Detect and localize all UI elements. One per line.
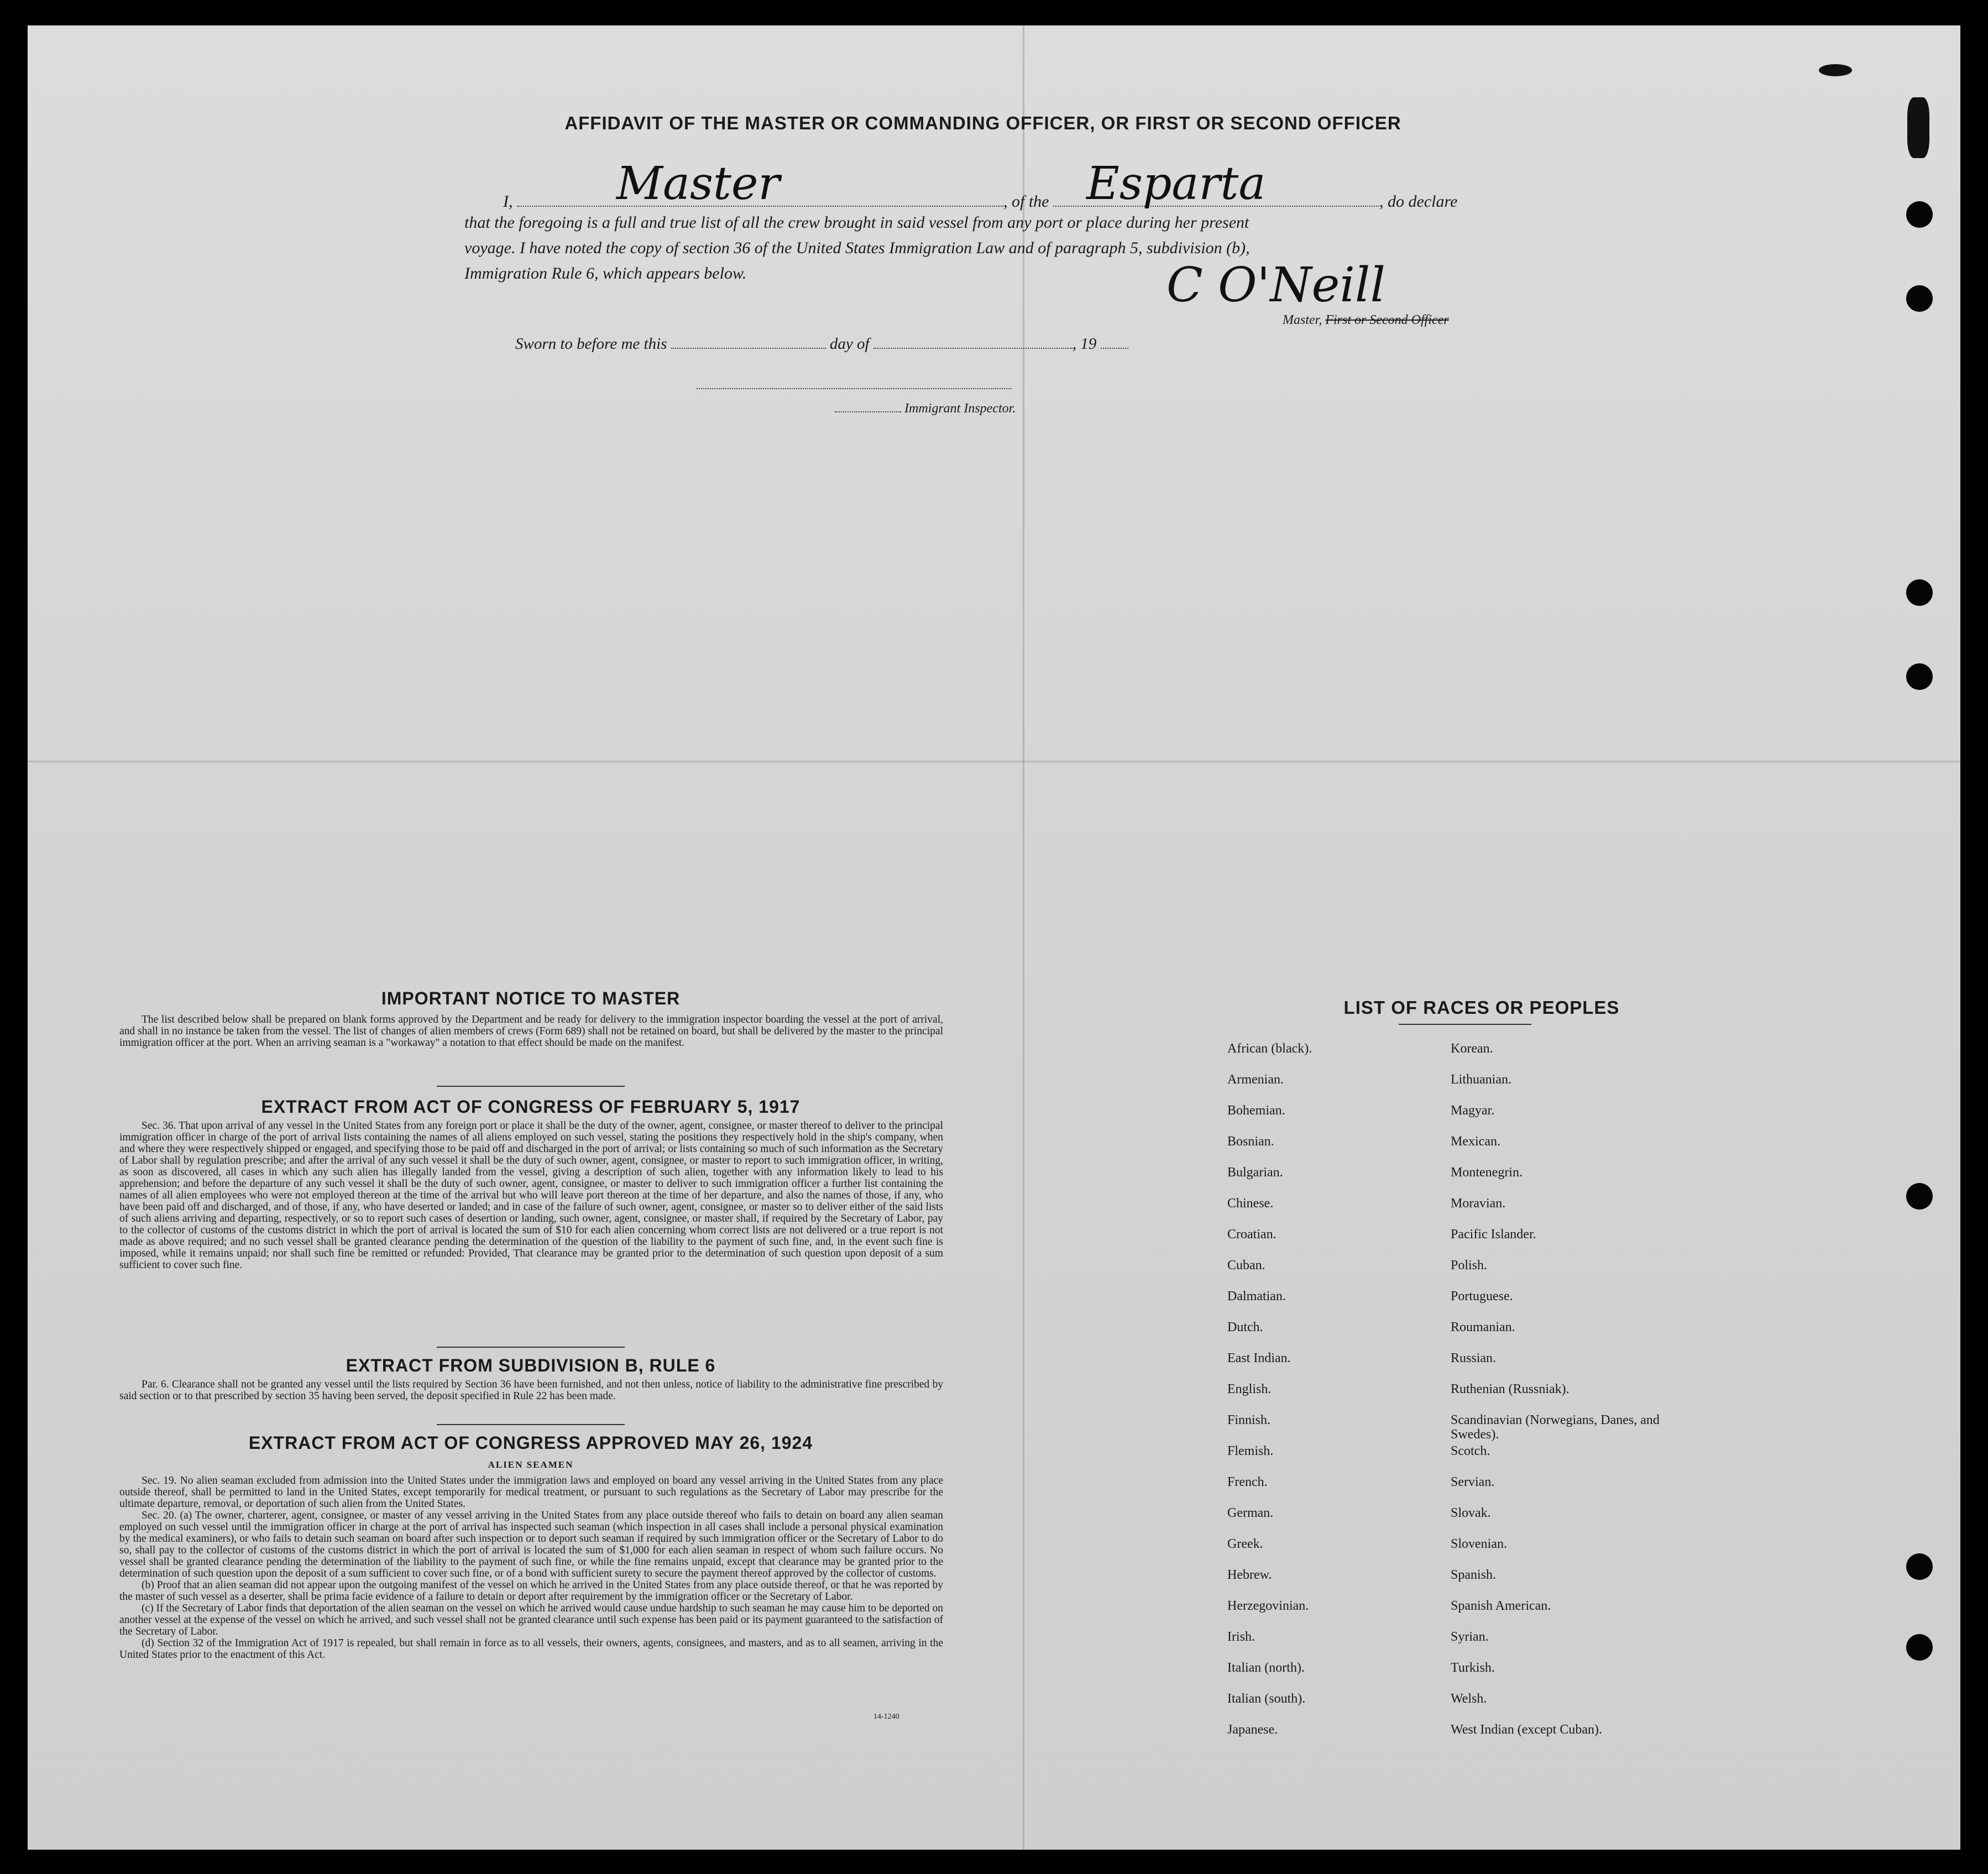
extract-1917-paragraph: Sec. 36. That upon arrival of any vessel in the United States from any foreign port or place it shall be the duty of the owner, agent, consignee, or master thereof to deliver to the principal immigration officer in charge of the port of arrival lists containing the names of all aliens employed on such vessel, stating the positions they respectively hold in the ship's company, when and where they were respectively shipped or engaged, and specifying those to be paid off and discharged in the port of arrival; or lists containing so much of such information as the Secretary of Labor shall by regulation prescribe; and after the arrival of any such vessel it shall be the duty of such owner, agent, consignee, or master to report to such immigration officer, in writing, as soon as discovered, all cases in which any such alien has illegally landed from the vessel, giving a description of such alien, together with any information likely to lead to his apprehension; and before the departure of any such vessel it shall be the duty of such owner, agent, consignee, or master to deliver to such immigration officer a further list containing the names of all alien employees who were not employed thereon at the time of the arrival but who will leave port thereon at the time of her departure, and also the names of those, if any, who have been paid off and discharged, and of those, if any, who have deserted or landed; and in case of the failure of such owner, agent, consignee, or master so to deliver either of the said lists of such aliens arriving and departing, respectively, or so to report such cases of desertion or landing, such owner, agent, consignee, or master shall, if required by the Secretary of Labor, pay to the collector of customs of the customs district in which the port of arrival is located the sum of $10 for each alien concerning whom correct lists are not delivered or a true report is not made as above required; and no such vessel shall be granted clearance pending the determination of the question of the liability to the payment of such fine, and, in the event such fine is imposed, while it remains unpaid; nor shall such fine be remitted or refunded: Provided, That clearance may be granted prior to the determination of such question upon deposit of a sum sufficient to cover such fine.	[119, 1120, 943, 1271]
ink-smudge	[1819, 64, 1852, 76]
inspector-caption: Immigrant Inspector.	[904, 401, 1016, 416]
signature-caption	[1283, 313, 1449, 328]
fold-line-horizontal	[28, 761, 1960, 762]
notice-text	[119, 1014, 943, 1049]
notice-paragraph: The list described below shall be prepared on blank forms approved by the Department and be ready for delivery to the immigration inspector boarding the vessel at the port of arrival, and shall in no instance be taken from the vessel. The list of changes of alien members of crews (Form 689) shall not be retained on board, but shall be delivered by the master to the principal immigration officer at the port. When an arriving seaman is a "workaway" a notation to that effect should be made on the manifest.	[119, 1014, 943, 1049]
form-number: 14-1240	[873, 1713, 899, 1721]
race-item: Slovenian.	[1451, 1537, 1507, 1551]
race-item: Roumanian.	[1451, 1320, 1515, 1334]
punch-hole	[1906, 201, 1933, 228]
of-the-label: , of the	[1003, 192, 1049, 211]
sworn-month-field	[873, 337, 1073, 349]
race-item: Pacific Islander.	[1451, 1227, 1536, 1242]
race-item: Dalmatian.	[1227, 1289, 1286, 1304]
sworn-day-field	[671, 337, 826, 349]
signature-handwritten: C O'Neill	[1166, 258, 1385, 313]
declaration-body-line1: that the foregoing is a full and true list of all the crew brought in said vessel from any port or place during her present	[464, 213, 1249, 232]
race-item: Herzegovinian.	[1227, 1599, 1309, 1613]
race-item: Bosnian.	[1227, 1134, 1274, 1149]
sworn-year-field	[1101, 337, 1128, 349]
punch-hole	[1906, 579, 1933, 606]
races-left-column	[1227, 1041, 1415, 1753]
punch-hole	[1906, 1553, 1933, 1580]
race-item: Welsh.	[1451, 1692, 1487, 1706]
do-declare-label: , do declare	[1379, 192, 1458, 211]
alien-seamen-subtitle: ALIEN SEAMEN	[488, 1459, 574, 1470]
race-item: Mexican.	[1451, 1134, 1500, 1149]
race-item: Cuban.	[1227, 1258, 1265, 1273]
vessel-field	[1053, 158, 1379, 210]
year-prefix: , 19	[1072, 335, 1097, 353]
race-item: Italian (north).	[1227, 1661, 1305, 1675]
race-item: Hebrew.	[1227, 1568, 1272, 1582]
race-item: Servian.	[1451, 1475, 1495, 1489]
sworn-label: Sworn to before me this	[515, 335, 667, 353]
race-item: Chinese.	[1227, 1196, 1274, 1211]
inspector-caption-line	[835, 401, 1016, 416]
inspector-signature-line	[697, 388, 1012, 389]
race-item: Flemish.	[1227, 1444, 1274, 1458]
race-item: Irish.	[1227, 1630, 1255, 1644]
subdivision-b-text	[119, 1379, 943, 1402]
race-item: Russian.	[1451, 1351, 1497, 1365]
signature-caption-struck: First or Second Officer	[1325, 313, 1449, 327]
declaration-body-line2: voyage. I have noted the copy of section 36 of the United States Immigration Law and of paragraph 5, subdivision (b),	[464, 239, 1250, 257]
rank-handwritten: Master	[616, 158, 780, 210]
divider	[437, 1424, 625, 1425]
race-item: Scandinavian (Norwegians, Danes, and Swedes).	[1451, 1413, 1660, 1442]
rank-field	[517, 158, 1003, 210]
race-item: Spanish.	[1451, 1568, 1497, 1582]
subdivision-b-title: EXTRACT FROM SUBDIVISION B, RULE 6	[346, 1355, 716, 1375]
race-item: East Indian.	[1227, 1351, 1291, 1365]
vessel-handwritten: Esparta	[1086, 158, 1266, 210]
race-item: Syrian.	[1451, 1630, 1489, 1644]
race-item: Spanish American.	[1451, 1599, 1551, 1613]
signature-caption-master: Master,	[1283, 313, 1322, 327]
race-item: Italian (south).	[1227, 1692, 1306, 1706]
race-item: Portuguese.	[1451, 1289, 1513, 1304]
race-item: Turkish.	[1451, 1661, 1495, 1675]
inspector-caption-dots	[835, 404, 901, 412]
divider	[437, 1086, 625, 1087]
extract-1917-text	[119, 1120, 943, 1271]
punch-hole	[1906, 285, 1933, 312]
sec20d-paragraph: (d) Section 32 of the Immigration Act of 1917 is repealed, but shall remain in force as to all vessels, their owners, agents, consignees, and masters, and as to all seamen, arriving in the United States prior to the enactment of this Act.	[119, 1637, 943, 1661]
race-item: English.	[1227, 1382, 1272, 1396]
sec20a-paragraph: Sec. 20. (a) The owner, charterer, agent, consignee, or master of any vessel arriving in the United States from any place outside thereof who fails to detain on board any alien seaman employed on such vessel until the immigration officer in charge at the port of arrival has inspected such seaman (which inspection in all cases shall include a personal physical examination by the medical examiners), or who fails to detain such seaman on board after such inspection or to deport such seaman if required by such immigration officer or the Secretary of Labor to do so, shall pay to the collector of customs of the customs district in which the port of arrival is located the sum of $1,000 for each alien seaman in respect of whom such failure occurs. No vessel shall be granted clearance pending the determination of the liability to the payment of such fine, or while the fine remains unpaid, except that clearance may be granted prior to the determination of such question upon the deposit of a sum sufficient to cover such fine, or of a bond with sufficient surety to secure the payment thereof approved by the collector of customs.	[119, 1510, 943, 1579]
race-item: Moravian.	[1451, 1196, 1506, 1211]
affidavit-title: AFFIDAVIT OF THE MASTER OR COMMANDING OFFICER, OR FIRST OR SECOND OFFICER	[564, 113, 1401, 133]
sec20c-paragraph: (c) If the Secretary of Labor finds that deportation of the alien seaman on the vessel on which he arrived would cause undue hardship to such seaman he may cause him to be deported on another vessel at the expense of the vessel on which he arrived, and such vessel shall not be granted clearance until such expense has been paid or its payment guaranteed to the satisfaction of the Secretary of Labor.	[119, 1603, 943, 1637]
race-item: Scotch.	[1451, 1444, 1490, 1458]
race-item: German.	[1227, 1506, 1274, 1520]
divider	[437, 1347, 625, 1348]
race-item: Croatian.	[1227, 1227, 1276, 1242]
fold-line-vertical	[1023, 25, 1024, 1850]
race-item: African (black).	[1227, 1041, 1312, 1056]
i-label: I,	[503, 192, 513, 211]
notice-title: IMPORTANT NOTICE TO MASTER	[381, 988, 681, 1008]
punch-hole	[1906, 663, 1933, 690]
extract-1917-title: EXTRACT FROM ACT OF CONGRESS OF FEBRUARY 5, 1917	[261, 1097, 801, 1117]
sec19-paragraph: Sec. 19. No alien seaman excluded from admission into the United States under the immigration laws and employed on board any vessel arriving in the United States from any place outside thereof, shall be permitted to land in the United States, except temporarily for medical treatment, or pursuant to such regulations as the Secretary of Labor may prescribe for the ultimate departure, removal, or deportation of such alien from the United States.	[119, 1475, 943, 1510]
sec20b-paragraph: (b) Proof that an alien seaman did not appear upon the outgoing manifest of the vessel on which he arrived in the United States from any place outside thereof, or that he was reported by the master of such vessel as a deserter, shall be prima facie evidence of a failure to detain or deport after requirement by the immigration officer or the Secretary of Labor.	[119, 1579, 943, 1603]
sworn-line	[515, 335, 1128, 353]
subdivision-b-paragraph: Par. 6. Clearance shall not be granted any vessel until the lists required by Section 36 have been furnished, and not then unless, notice of liability to the administrative fine prescribed by said section or to that prescribed by section 35 having been served, the deposit specified in Rule 22 has been made.	[119, 1379, 943, 1402]
extract-1924-title: EXTRACT FROM ACT OF CONGRESS APPROVED MAY 26, 1924	[248, 1433, 813, 1453]
race-item: Dutch.	[1227, 1320, 1263, 1334]
race-item: West Indian (except Cuban).	[1451, 1723, 1602, 1737]
punch-hole	[1906, 1183, 1933, 1210]
races-divider	[1399, 1024, 1531, 1025]
race-item: Magyar.	[1451, 1103, 1495, 1118]
race-item: French.	[1227, 1475, 1268, 1489]
race-item: Japanese.	[1227, 1723, 1278, 1737]
race-item: Armenian.	[1227, 1072, 1284, 1087]
punch-hole	[1906, 1634, 1933, 1661]
race-item: Greek.	[1227, 1537, 1263, 1551]
declaration-body-line3: Immigration Rule 6, which appears below.	[464, 264, 747, 282]
day-of-label: day of	[829, 335, 870, 353]
races-right-column	[1451, 1041, 1661, 1753]
race-item: Bulgarian.	[1227, 1165, 1283, 1180]
race-item: Lithuanian.	[1451, 1072, 1511, 1087]
race-item: Polish.	[1451, 1258, 1488, 1273]
extract-1924-text	[119, 1475, 943, 1661]
race-item: Montenegrin.	[1451, 1165, 1523, 1180]
race-item: Slovak.	[1451, 1506, 1491, 1520]
race-item: Finnish.	[1227, 1413, 1271, 1427]
races-title: LIST OF RACES OR PEOPLES	[1343, 997, 1620, 1018]
race-item: Korean.	[1451, 1041, 1493, 1056]
document-page	[28, 25, 1960, 1850]
race-item: Ruthenian (Russniak).	[1451, 1382, 1570, 1396]
race-item: Bohemian.	[1227, 1103, 1285, 1118]
declaration-line	[503, 158, 1458, 211]
